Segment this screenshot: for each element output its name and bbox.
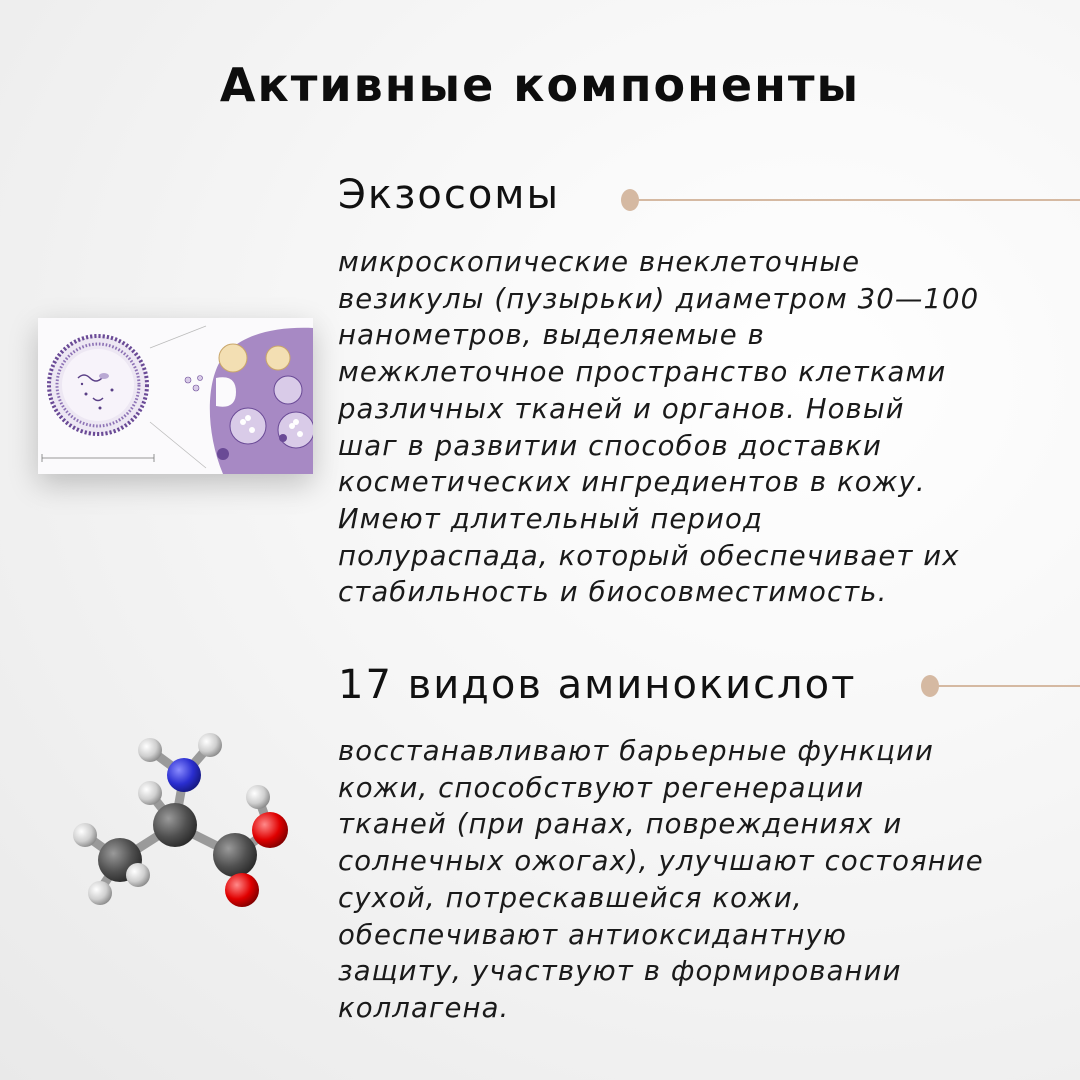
accent-dot-line (921, 675, 1080, 697)
exosome-vesicle-icon (49, 336, 147, 434)
page-title: Активные компоненты (219, 58, 861, 112)
section-heading-exosomes: Экзосомы (338, 172, 561, 218)
exosome-diagram-image (38, 318, 313, 474)
accent-dot-line (621, 189, 1080, 211)
amino-acid-molecule-image (60, 725, 300, 925)
section-heading-amino-acids: 17 видов аминокислот (338, 662, 857, 708)
section-text-amino-acids: восстанавливают барьерные функции кожи, способствуют регенерации тканей (при ранах, повреждениях и солнечных ожогах), улучшают состояние сухой, потрескавшейся кожи, обеспечивают антиоксидантную защиту, участвуют в формировании коллагена. (338, 735, 984, 1024)
section-text-exosomes: микроскопические внеклеточные везикулы (пузырьки) диаметром 30—100 нанометров, выделяемые в межклеточное пространство клетками различных тканей и органов. Новый шаг в развитии способов доставки косметических ингредиентов в кожу. Имеют длительный период полураспада, который обеспечивает их стабильность и биосовместимость. (338, 246, 980, 609)
